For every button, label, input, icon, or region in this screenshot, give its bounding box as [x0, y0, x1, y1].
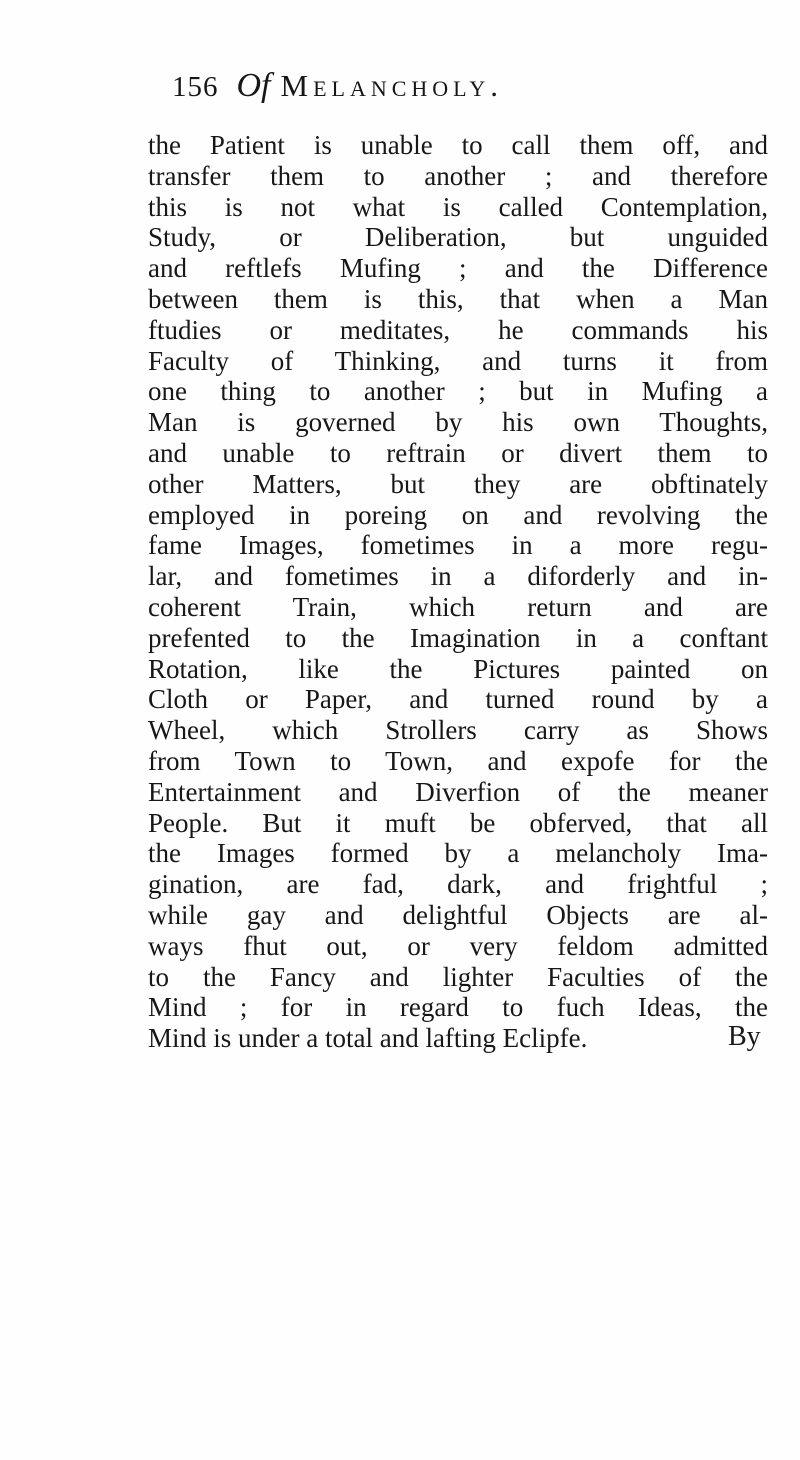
- text-line: Study, or Deliberation, but unguided: [148, 222, 768, 253]
- text-line: between them is this, that when a Man: [148, 283, 768, 314]
- text-line: coherent Train, which return and are: [148, 591, 768, 622]
- text-line: People. But it muft be obferved, that all: [148, 807, 768, 838]
- text-line: Mind ; for in regard to fuch Ideas, the: [148, 992, 768, 1023]
- text-line: transfer them to another ; and therefore: [148, 160, 768, 191]
- text-line: ways fhut out, or very feldom admitted: [148, 930, 768, 961]
- text-line: Man is governed by his own Thoughts,: [148, 407, 768, 438]
- catchword: By: [728, 1021, 761, 1052]
- text-line: from Town to Town, and expofe for the: [148, 745, 768, 776]
- text-line: employed in poreing on and revolving the: [148, 499, 768, 530]
- page-number: 156: [172, 71, 219, 103]
- text-line: Rotation, like the Pictures painted on: [148, 653, 768, 684]
- body-text: [148, 130, 768, 1054]
- text-line: Faculty of Thinking, and turns it from: [148, 345, 768, 376]
- running-head-title: Melancholy.: [280, 68, 504, 103]
- text-line: Wheel, which Strollers carry as Shows: [148, 715, 768, 746]
- text-line: prefented to the Imagination in a conftant: [148, 622, 768, 653]
- text-line: to the Fancy and lighter Faculties of the: [148, 961, 768, 992]
- text-line: gination, are fad, dark, and frightful ;: [148, 869, 768, 900]
- text-line: the Images formed by a melancholy Ima-: [148, 838, 768, 869]
- text-line: while gay and delightful Objects are al-: [148, 899, 768, 930]
- text-line: the Patient is unable to call them off, and: [148, 130, 768, 160]
- text-line: and unable to reftrain or divert them to: [148, 437, 768, 468]
- text-line: one thing to another ; but in Mufing a: [148, 376, 768, 407]
- text-line: Cloth or Paper, and turned round by a: [148, 684, 768, 715]
- text-line: and reftlefs Mufing ; and the Difference: [148, 253, 768, 284]
- page-header: [172, 66, 503, 106]
- text-line: fame Images, fometimes in a more regu-: [148, 530, 768, 561]
- text-line: this is not what is called Contemplation,: [148, 191, 768, 222]
- text-line: Entertainment and Diverfion of the meaner: [148, 776, 768, 807]
- running-head-prefix: Of: [236, 67, 271, 104]
- text-line: ftudies or meditates, he commands his: [148, 314, 768, 345]
- text-line: other Matters, but they are obftinately: [148, 468, 768, 499]
- text-line: Mind is under a total and lafting Eclipfe.: [148, 1023, 588, 1054]
- text-line: lar, and fometimes in a diforderly and in-: [148, 561, 768, 592]
